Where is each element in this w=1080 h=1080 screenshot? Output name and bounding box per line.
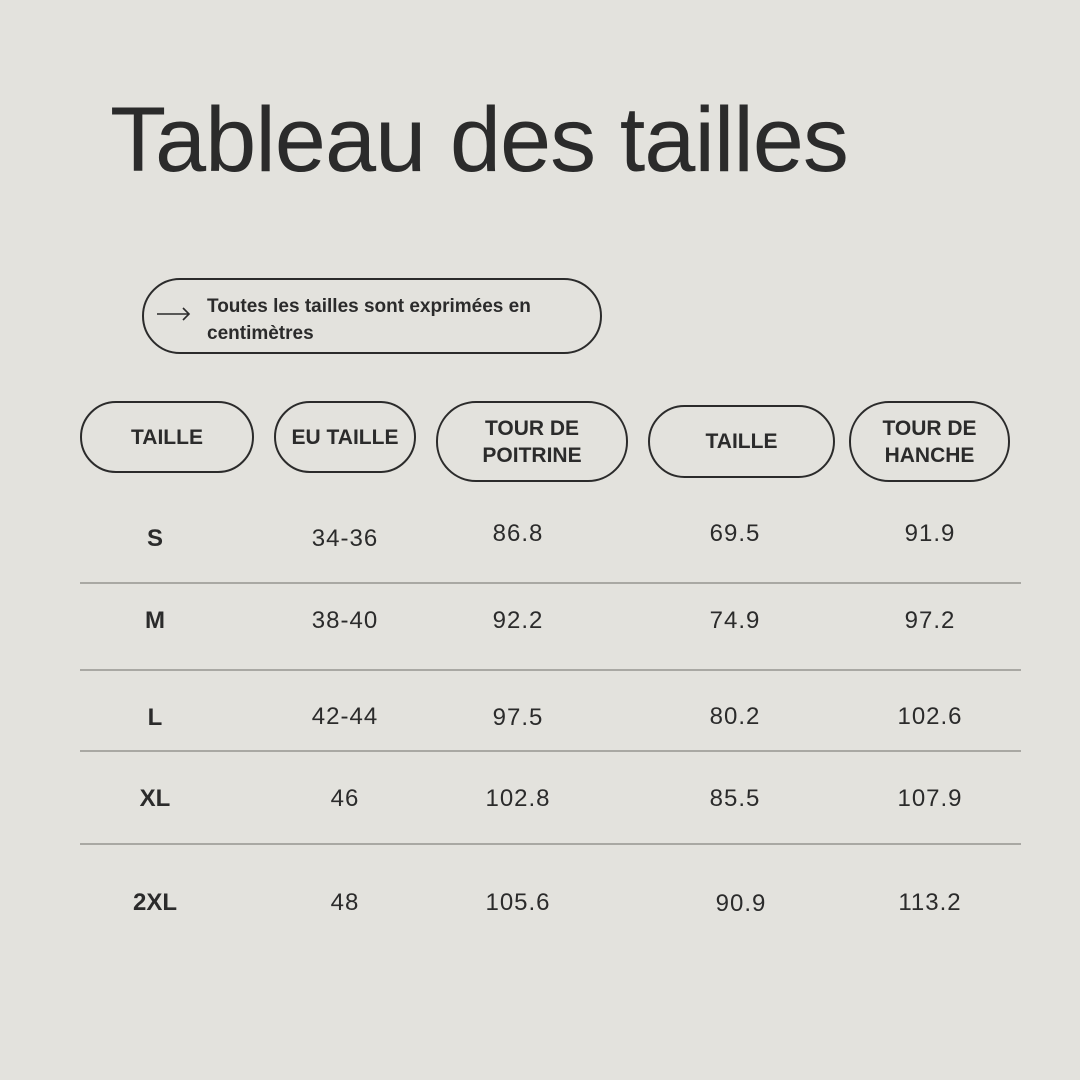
header-waist: TAILLE xyxy=(648,405,835,478)
row-hip: 91.9 xyxy=(904,520,956,547)
row-eu-size: 42-44 xyxy=(311,703,379,730)
row-chest: 102.8 xyxy=(485,785,551,812)
row-divider xyxy=(80,582,1021,584)
row-waist: 85.5 xyxy=(709,785,761,812)
row-chest: 86.8 xyxy=(492,520,544,547)
page-title: Tableau des tailles xyxy=(110,89,848,191)
row-eu-size: 34-36 xyxy=(311,525,379,552)
row-hip: 113.2 xyxy=(898,889,962,916)
header-chest: TOUR DE POITRINE xyxy=(436,401,628,482)
row-waist: 74.9 xyxy=(709,607,761,634)
row-hip: 102.6 xyxy=(897,703,963,730)
row-eu-size: 38-40 xyxy=(311,607,379,634)
row-chest: 92.2 xyxy=(492,607,544,634)
row-waist: 69.5 xyxy=(709,520,761,547)
row-divider xyxy=(80,750,1021,752)
unit-note-text: Toutes les tailles sont exprimées en centimètres xyxy=(207,296,531,344)
row-eu-size: 48 xyxy=(330,889,360,916)
row-chest: 97.5 xyxy=(492,704,544,731)
header-eu-size: EU TAILLE xyxy=(274,401,416,473)
row-waist: 90.9 xyxy=(715,890,767,917)
row-size: 2XL xyxy=(132,889,177,916)
row-size: S xyxy=(146,525,163,552)
row-divider xyxy=(80,843,1021,845)
row-chest: 105.6 xyxy=(485,889,551,916)
row-hip: 97.2 xyxy=(904,607,956,634)
arrow-right-icon xyxy=(154,298,194,330)
row-divider xyxy=(80,669,1021,671)
unit-note xyxy=(142,278,602,354)
row-size: XL xyxy=(139,785,171,812)
header-hip: TOUR DE HANCHE xyxy=(849,401,1010,482)
row-hip: 107.9 xyxy=(897,785,963,812)
row-eu-size: 46 xyxy=(330,785,360,812)
row-size: M xyxy=(145,607,165,634)
row-size: L xyxy=(147,704,163,731)
row-waist: 80.2 xyxy=(709,703,761,730)
header-size: TAILLE xyxy=(80,401,254,473)
